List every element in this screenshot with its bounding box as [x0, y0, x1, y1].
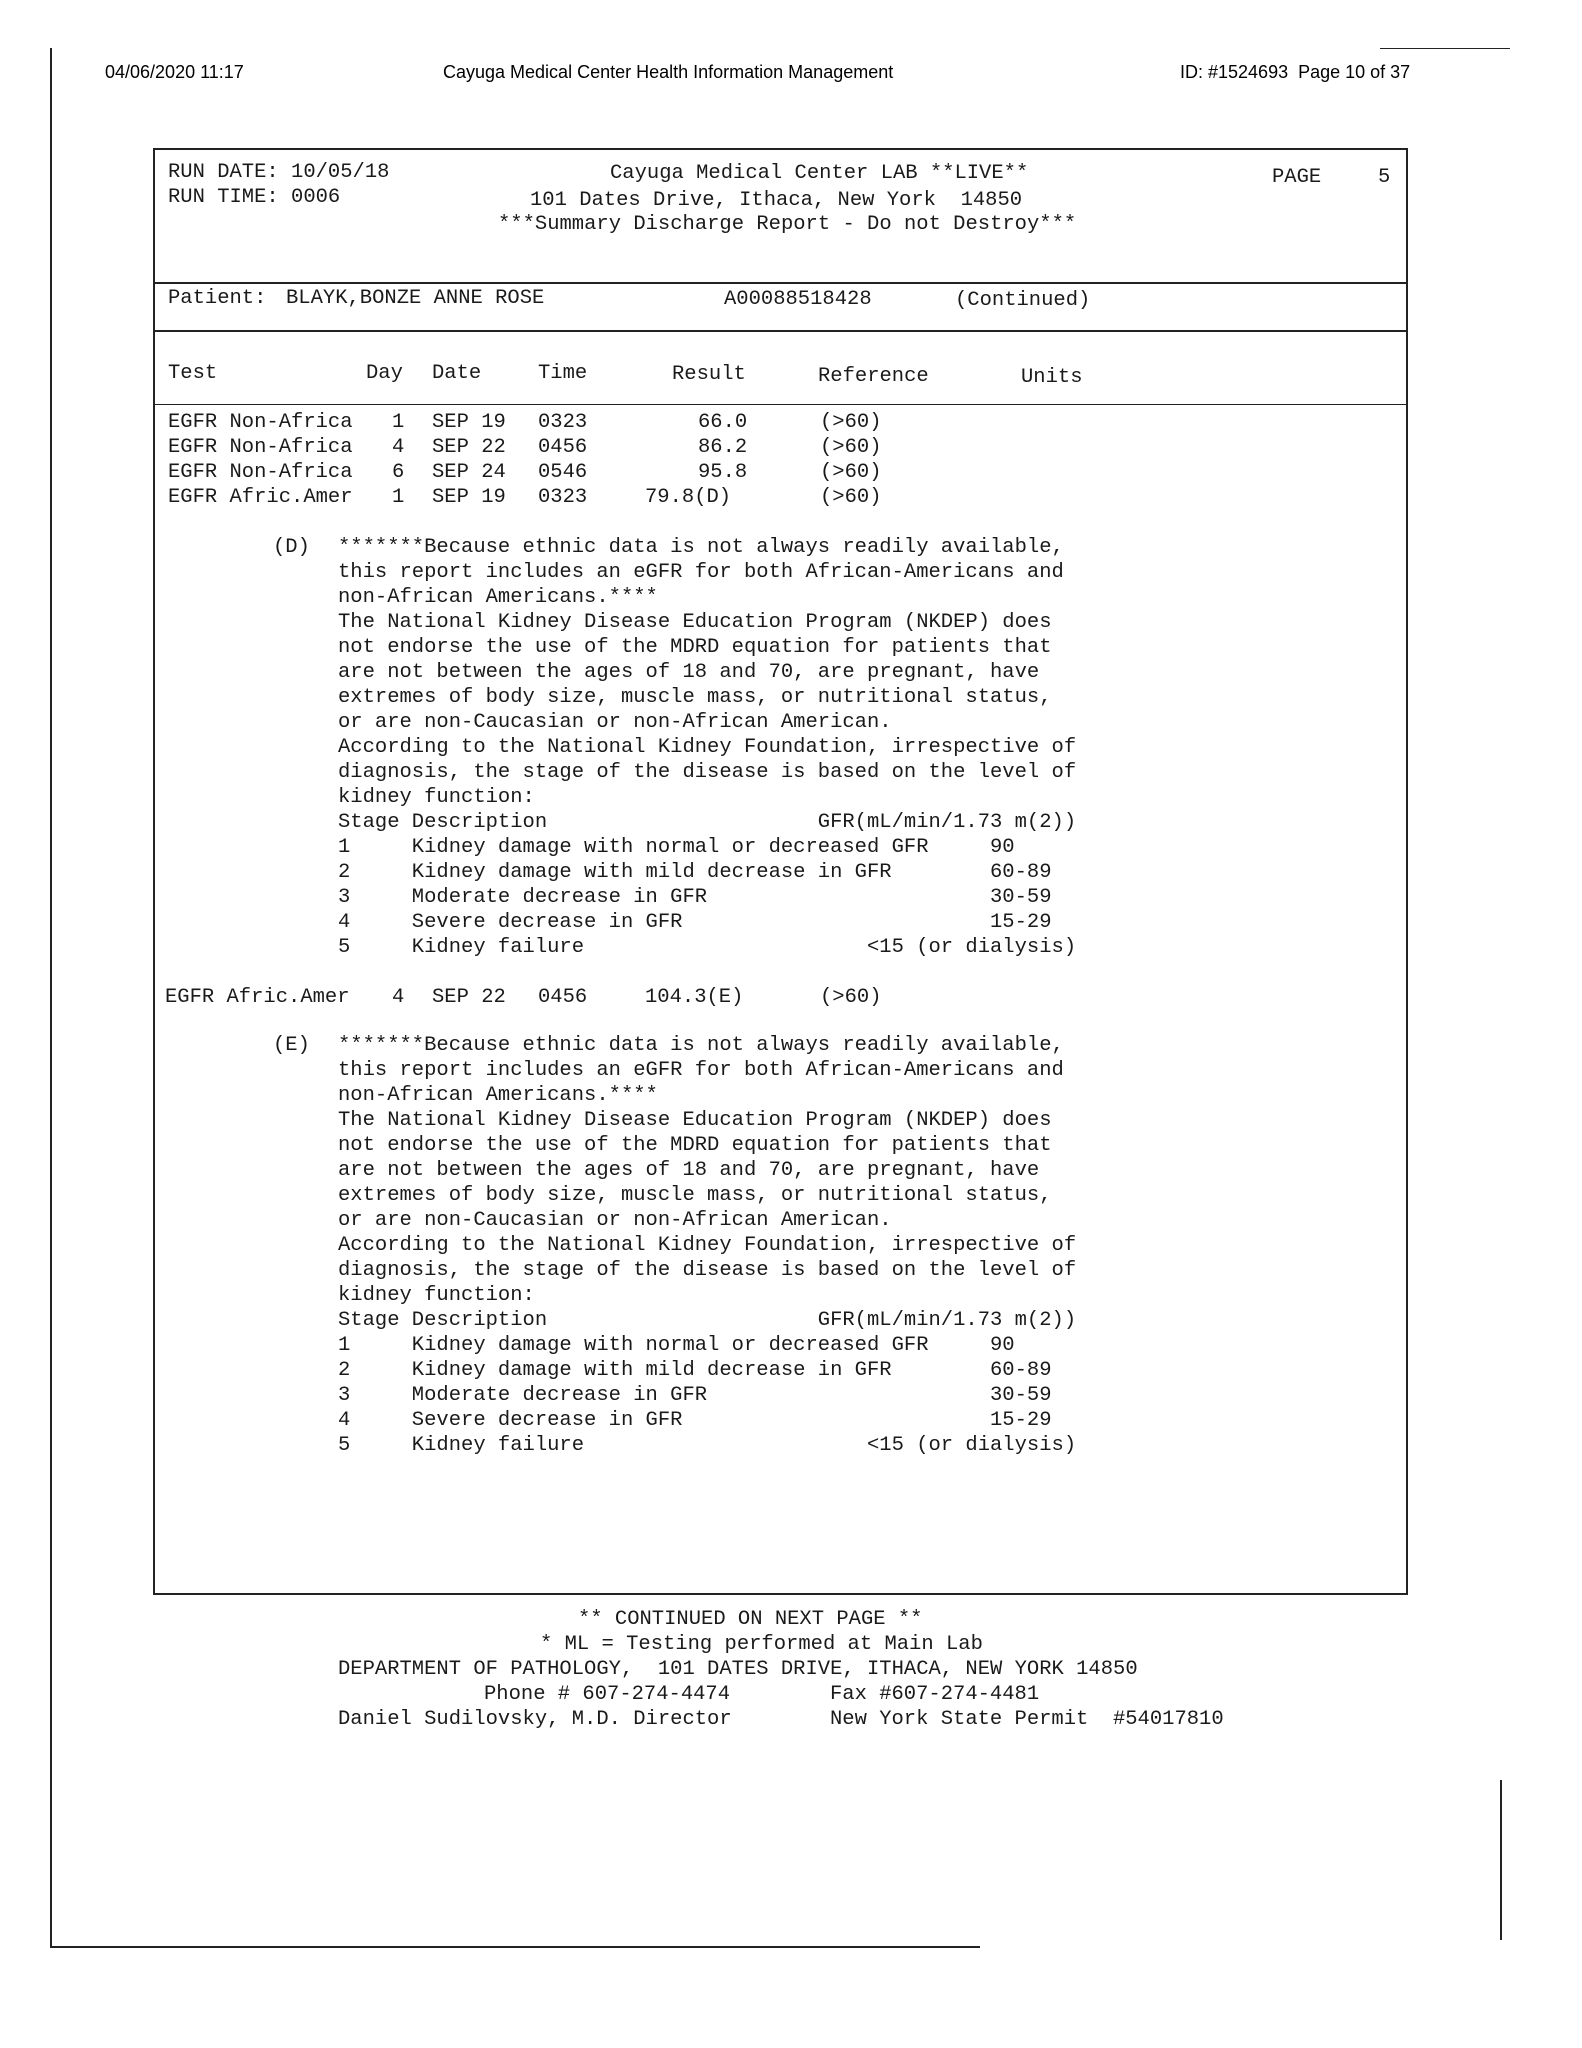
result-date: SEP 22	[432, 986, 506, 1009]
table-row	[0, 435, 1582, 460]
column-header-units: Units	[1021, 366, 1083, 389]
note-line: not endorse the use of the MDRD equation for patients that	[338, 1134, 1052, 1157]
result-test: EGFR Afric.Amer	[165, 986, 350, 1009]
note-line: extremes of body size, muscle mass, or nutritional status,	[338, 1184, 1052, 1207]
lab-phone: Phone # 607-274-4474	[484, 1683, 731, 1706]
result-day: 4	[392, 986, 405, 1009]
lab-name: Cayuga Medical Center LAB **LIVE**	[610, 162, 1029, 185]
stage-line: 1 Kidney damage with normal or decreased GFR 90	[338, 836, 1015, 859]
note-line: this report includes an eGFR for both African-Americans and	[338, 1059, 1064, 1082]
note-line: or are non-Caucasian or non-African American.	[338, 1209, 892, 1232]
column-header-test: Test	[168, 362, 218, 385]
bottom-margin-line	[50, 1946, 980, 1948]
page-number: 5	[1378, 166, 1391, 189]
main-lab-note: * ML = Testing performed at Main Lab	[540, 1633, 983, 1656]
patient-status: (Continued)	[955, 289, 1091, 312]
patient-account: A00088518428	[724, 288, 872, 311]
result-date: SEP 24	[432, 461, 506, 484]
table-row	[0, 410, 1582, 435]
note-line: The National Kidney Disease Education Program (NKDEP) does	[338, 1109, 1052, 1132]
note-line: *******Because ethnic data is not always readily available,	[338, 1034, 1064, 1057]
table-row	[0, 460, 1582, 485]
note-line: not endorse the use of the MDRD equation for patients that	[338, 636, 1052, 659]
result-date: SEP 22	[432, 436, 506, 459]
lab-fax: Fax #607-274-4481	[830, 1683, 1040, 1706]
column-header-date: Date	[432, 362, 482, 385]
stage-line: 5 Kidney failure <15 (or dialysis)	[338, 1434, 1077, 1457]
stage-header-line: Stage Description GFR(mL/min/1.73 m(2))	[338, 1309, 1077, 1332]
run-date: RUN DATE: 10/05/18	[168, 161, 390, 184]
result-time: 0456	[538, 986, 588, 1009]
note-line: this report includes an eGFR for both African-Americans and	[338, 561, 1064, 584]
department-address: DEPARTMENT OF PATHOLOGY, 101 DATES DRIVE, ITHACA, NEW YORK 14850	[338, 1658, 1138, 1681]
right-margin-line	[1500, 1780, 1502, 1940]
note-e-text	[338, 1033, 1076, 1458]
lab-address: 101 Dates Drive, Ithaca, New York 14850	[530, 189, 1023, 212]
result-value: 66.0	[698, 411, 748, 434]
note-line: non-African Americans.****	[338, 1084, 658, 1107]
patient-label: Patient:	[168, 287, 267, 310]
result-time: 0323	[538, 486, 588, 509]
column-divider	[153, 404, 1408, 405]
result-date: SEP 19	[432, 411, 506, 434]
continued-notice: ** CONTINUED ON NEXT PAGE **	[578, 1608, 923, 1631]
result-test: EGFR Afric.Amer	[168, 486, 353, 509]
note-line: are not between the ages of 18 and 70, are pregnant, have	[338, 1159, 1040, 1182]
note-line: diagnosis, the stage of the disease is based on the level of	[338, 761, 1077, 784]
column-header-time: Time	[538, 362, 588, 385]
note-line: extremes of body size, muscle mass, or nutritional status,	[338, 686, 1052, 709]
report-title: ***Summary Discharge Report - Do not Destroy***	[498, 213, 1077, 236]
result-value: 79.8(D)	[645, 486, 732, 509]
result-test: EGFR Non-Africa	[168, 461, 353, 484]
state-permit: New York State Permit #54017810	[830, 1708, 1224, 1731]
result-reference: (>60)	[820, 986, 882, 1009]
report-header-divider	[153, 282, 1408, 284]
result-reference: (>60)	[820, 486, 882, 509]
stage-line: 2 Kidney damage with mild decrease in GFR 60-89	[338, 1359, 1052, 1382]
result-test: EGFR Non-Africa	[168, 436, 353, 459]
stage-line: 4 Severe decrease in GFR 15-29	[338, 911, 1052, 934]
note-line: According to the National Kidney Foundation, irrespective of	[338, 736, 1077, 759]
column-header-reference: Reference	[818, 365, 929, 388]
result-reference: (>60)	[820, 436, 882, 459]
column-header-day: Day	[366, 362, 403, 385]
result-reference: (>60)	[820, 461, 882, 484]
note-line: are not between the ages of 18 and 70, are pregnant, have	[338, 661, 1040, 684]
run-time: RUN TIME: 0006	[168, 186, 341, 209]
column-header-result: Result	[672, 363, 746, 386]
note-d-text	[338, 535, 1076, 960]
result-value: 86.2	[698, 436, 748, 459]
stage-line: 5 Kidney failure <15 (or dialysis)	[338, 936, 1077, 959]
table-row	[0, 485, 1582, 510]
result-day: 1	[392, 486, 405, 509]
print-datetime: 04/06/2020 11:17	[105, 62, 244, 82]
note-line: The National Kidney Disease Education Program (NKDEP) does	[338, 611, 1052, 634]
result-date: SEP 19	[432, 486, 506, 509]
note-line: kidney function:	[338, 786, 535, 809]
result-day: 6	[392, 461, 405, 484]
result-time: 0546	[538, 461, 588, 484]
note-line: diagnosis, the stage of the disease is based on the level of	[338, 1259, 1077, 1282]
note-line: kidney function:	[338, 1284, 535, 1307]
note-line: non-African Americans.****	[338, 586, 658, 609]
lab-director: Daniel Sudilovsky, M.D. Director	[338, 1708, 732, 1731]
result-test: EGFR Non-Africa	[168, 411, 353, 434]
result-time: 0456	[538, 436, 588, 459]
note-line: *******Because ethnic data is not always readily available,	[338, 536, 1064, 559]
print-header-title: Cayuga Medical Center Health Information Management	[443, 62, 894, 82]
stage-line: 3 Moderate decrease in GFR 30-59	[338, 1384, 1052, 1407]
patient-divider	[153, 330, 1408, 332]
result-value: 95.8	[698, 461, 748, 484]
top-right-margin-line	[1380, 48, 1510, 49]
note-marker-d: (D)	[273, 536, 310, 559]
result-reference: (>60)	[820, 411, 882, 434]
result-value: 104.3(E)	[645, 986, 744, 1009]
stage-header-line: Stage Description GFR(mL/min/1.73 m(2))	[338, 811, 1077, 834]
stage-line: 4 Severe decrease in GFR 15-29	[338, 1409, 1052, 1432]
stage-line: 3 Moderate decrease in GFR 30-59	[338, 886, 1052, 909]
print-id-page: ID: #1524693 Page 10 of 37	[1180, 62, 1411, 82]
patient-name: BLAYK,BONZE ANNE ROSE	[286, 287, 545, 310]
stage-line: 2 Kidney damage with mild decrease in GFR 60-89	[338, 861, 1052, 884]
page-label: PAGE	[1272, 166, 1322, 189]
note-line: or are non-Caucasian or non-African American.	[338, 711, 892, 734]
note-line: According to the National Kidney Foundation, irrespective of	[338, 1234, 1077, 1257]
stage-line: 1 Kidney damage with normal or decreased GFR 90	[338, 1334, 1015, 1357]
note-marker-e: (E)	[273, 1034, 310, 1057]
result-day: 4	[392, 436, 405, 459]
table-row	[0, 985, 1582, 1010]
result-time: 0323	[538, 411, 588, 434]
result-day: 1	[392, 411, 405, 434]
